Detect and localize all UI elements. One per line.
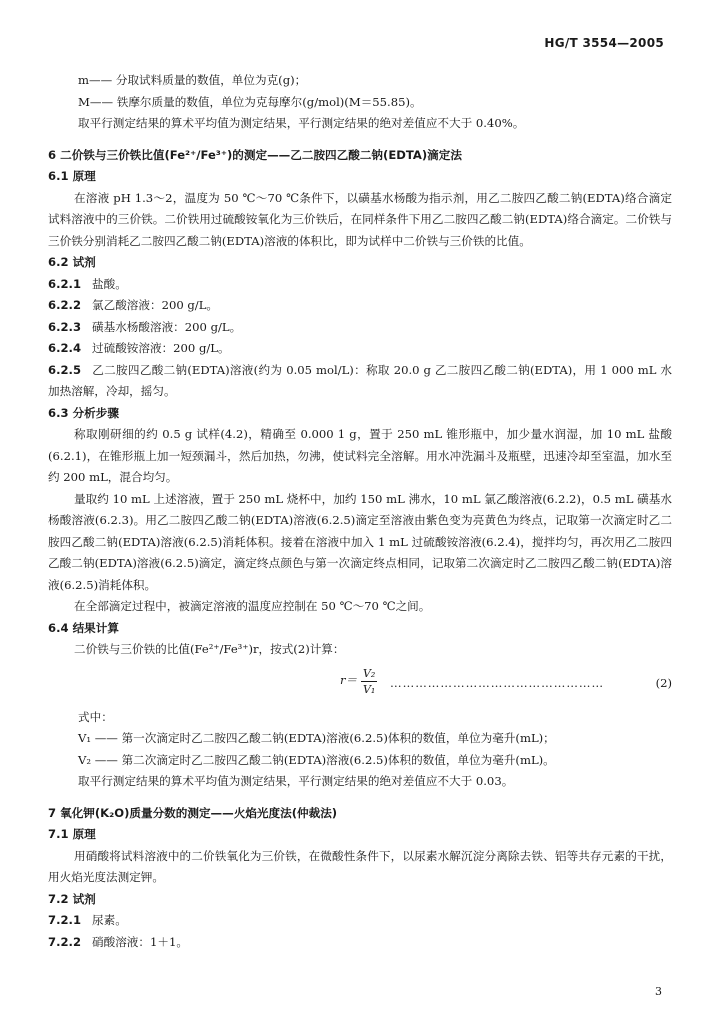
- section-6-heading: 6 二价铁与三价铁比值(Fe²⁺/Fe³⁺)的测定——乙二胺四乙酸二钠(EDTA)滴定法: [48, 147, 462, 162]
- clause-text: 过硫酸铵溶液：200 g/L。: [92, 341, 230, 355]
- page-number: 3: [655, 985, 662, 998]
- document-body: [48, 70, 672, 953]
- section-6-1-text: 在溶液 pH 1.3～2，温度为 50 ℃～70 ℃条件下，以磺基水杨酸为指示剂，用乙二胺四乙酸二钠(EDTA)络合滴定试料溶液中的三价铁。二价铁用过硫酸铵氧化为三价铁后，在同样条件下用乙二胺四乙酸二钠(EDTA)络合滴定。二价铁与三价铁分别消耗乙二胺四乙酸二钠(EDTA)溶液的体积比，即为试样中二价铁与三价铁的比值。: [48, 190, 672, 248]
- section-6-3-text-a: 称取刚研细的约 0.5 g 试样(4.2)，精确至 0.000 1 g，置于 250 mL 锥形瓶中，加少量水润湿，加 10 mL 盐酸(6.2.1)，在锥形瓶上加一短颈漏斗，然后加热，勿沸，使试料完全溶解。用水冲洗漏斗及瓶壁，迅速冷却至室温，加水至约 200 mL，混合均匀。: [48, 427, 672, 484]
- formula-2: [48, 663, 672, 703]
- var-m: m—— 分取试料质量的数值，单位为克(g)；: [78, 73, 307, 87]
- reagent-6-2-4: [48, 338, 672, 360]
- fraction-bar: [361, 681, 377, 682]
- section-6-2-heading: 6.2 试剂: [48, 255, 96, 269]
- reagent-6-2-5: [48, 360, 672, 403]
- section-6-3-text-c: 在全部滴定过程中，被滴定溶液的温度应控制在 50 ℃～70 ℃之间。: [74, 599, 431, 613]
- clause-number: 7.2.1: [48, 913, 82, 927]
- reagent-6-2-2: [48, 295, 672, 317]
- reagent-6-2-1: [48, 274, 672, 296]
- formula-expression: [340, 667, 377, 696]
- section-6-3-heading: 6.3 分析步骤: [48, 405, 119, 420]
- var-V1: V₁ —— 第一次滴定时乙二胺四乙酸二钠(EDTA)溶液(6.2.5)体积的数值，单位为毫升(mL)；: [78, 731, 555, 745]
- reagent-7-2-1: [48, 910, 672, 932]
- clause-number: 6.2.3: [48, 319, 82, 334]
- var-M: M—— 铁摩尔质量的数值，单位为克每摩尔(g/mol)(M＝55.85)。: [78, 94, 422, 109]
- clause-number: 7.2.2: [48, 934, 82, 949]
- clause-number: 6.2.5: [48, 362, 82, 377]
- section-7-heading: 7 氧化钾(K₂O)质量分数的测定——火焰光度法(仲裁法): [48, 805, 338, 820]
- section-7-2-heading: 7.2 试剂: [48, 891, 96, 906]
- section-6-3-text-b: 量取约 10 mL 上述溶液，置于 250 mL 烧杯中，加约 150 mL 沸水，10 mL 氯乙酸溶液(6.2.2)，0.5 mL 磺基水杨酸溶液(6.2.3)。用乙二胺四乙酸二钠(EDTA)溶液(6.2.5)滴定至溶液由紫色变为亮黄色为终点，记取第一次滴定时乙二胺四乙酸二钠(EDTA)溶液(6.2.5)消耗体积。接着在溶液中加入 1 mL 过硫酸铵溶液(6.2.4)，搅拌均匀，再次用乙二胺四乙酸二钠(EDTA)溶液(6.2.5)滴定，滴定终点颜色与第一次滴定终点相同，记取第二次滴定时乙二胺四乙酸二钠(EDTA)溶液(6.2.5)消耗体积。: [48, 491, 672, 592]
- result-note-5: 取平行测定结果的算术平均值为测定结果，平行测定结果的绝对差值应不大于 0.40%。: [78, 116, 525, 130]
- formula-leader-dots: ……………………………………………: [390, 675, 605, 690]
- section-7-1-heading: 7.1 原理: [48, 827, 96, 841]
- reagent-6-2-3: [48, 317, 672, 339]
- section-6-1-heading: 6.1 原理: [48, 169, 96, 183]
- section-6-4-text: 二价铁与三价铁的比值(Fe²⁺/Fe³⁺)r，按式(2)计算：: [74, 642, 345, 656]
- clause-text: 硝酸溶液：1＋1。: [92, 934, 188, 949]
- standard-code: HG/T 3554—2005: [544, 36, 664, 50]
- formula-denominator: V₁: [362, 682, 376, 696]
- reagent-7-2-2: [48, 932, 672, 954]
- clause-number: 6.2.1: [48, 276, 82, 291]
- clause-number: 6.2.4: [48, 341, 82, 355]
- clause-text: 氯乙酸溶液：200 g/L。: [92, 298, 218, 312]
- formula-lhs: r＝: [340, 673, 358, 688]
- formula-number: (2): [655, 675, 672, 690]
- clause-number: 6.2.2: [48, 298, 82, 312]
- formula-fraction: [361, 667, 377, 696]
- clause-text: 盐酸。: [92, 276, 127, 291]
- formula-numerator: V₂: [362, 666, 376, 680]
- var-V2: V₂ —— 第二次滴定时乙二胺四乙酸二钠(EDTA)溶液(6.2.5)体积的数值，单位为毫升(mL)。: [78, 752, 555, 767]
- where-label: 式中：: [78, 709, 113, 724]
- clause-text: 磺基水杨酸溶液：200 g/L。: [92, 319, 242, 334]
- result-note-6: 取平行测定结果的算术平均值为测定结果，平行测定结果的绝对差值应不大于 0.03。: [78, 774, 514, 788]
- section-6-4-heading: 6.4 结果计算: [48, 620, 119, 635]
- clause-text: 尿素。: [92, 913, 127, 927]
- section-7-1-text: 用硝酸将试料溶液中的二价铁氧化为三价铁，在微酸性条件下，以尿素水解沉淀分离除去铁、铝等共存元素的干扰，用火焰光度法测定钾。: [48, 848, 672, 884]
- clause-text: 乙二胺四乙酸二钠(EDTA)溶液(约为 0.05 mol/L)：称取 20.0 g 乙二胺四乙酸二钠(EDTA)，用 1 000 mL 水加热溶解，冷却，摇匀。: [48, 362, 672, 398]
